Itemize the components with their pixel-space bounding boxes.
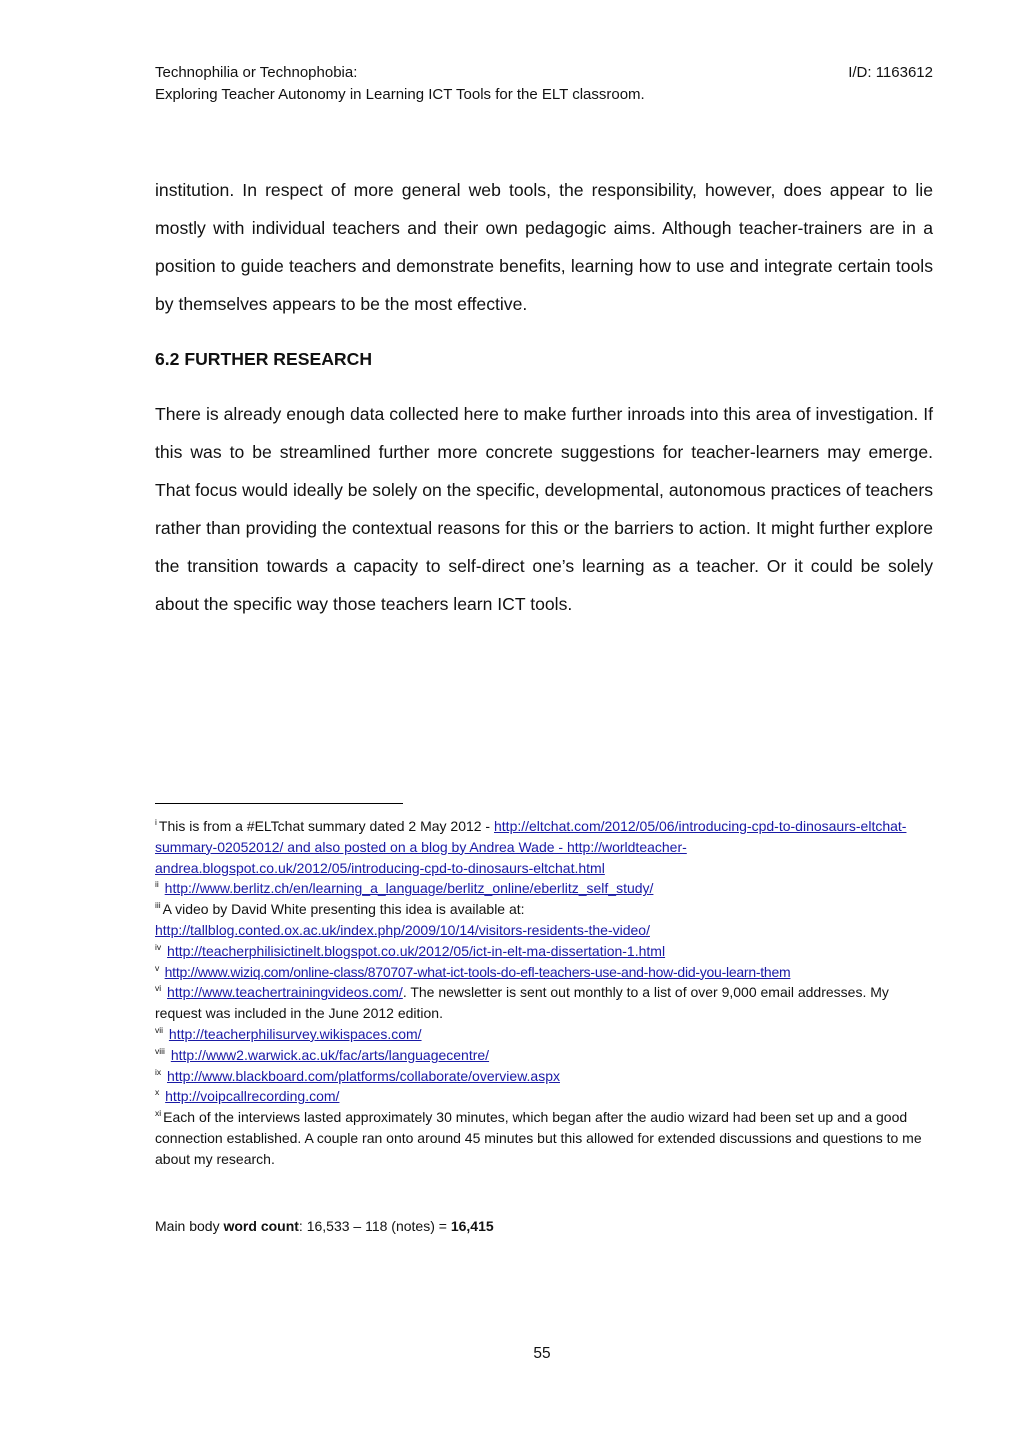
footnote-marker: x [155, 1087, 160, 1098]
footnotes [155, 816, 945, 1170]
section-heading: 6.2 FURTHER RESEARCH [155, 349, 373, 369]
footnote-marker: vi [155, 983, 162, 994]
footnote-marker: iv [155, 941, 162, 952]
footnote-marker: iii [155, 900, 161, 911]
footnote-xi [155, 1107, 935, 1169]
footnote-link[interactable]: http://eltchat.com/2012/05/06/introducing-cpd-to-dinosaurs-eltchat-summary-02052012/ and also posted on a blog by Andrea Wade - http://worldteacher-andrea.blogspot.co.uk/2012/05/introducing-cpd-to-dinosaurs-eltchat.html [155, 818, 907, 876]
footnote-text: A video by David White presenting this idea is available at: [162, 901, 525, 918]
footnote-link[interactable]: http://www.teachertrainingvideos.com/ [167, 984, 403, 1001]
body-paragraph-2: There is already enough data collected here to make further inroads into this area of investigation. If this was to be streamlined further more concrete suggestions for teacher-learners may emerge. That focus would ideally be solely on the specific, developmental, autonomous practices of teachers rather than providing the contextual reasons for this or the barriers to action. It might further explore the transition towards a capacity to self-direct one’s learning as a teacher. Or it could be solely about the specific way those teachers learn ICT tools. [155, 404, 933, 614]
body-paragraph-1: institution. In respect of more general web tools, the responsibility, however, does appear to lie mostly with individual teachers and their own pedagogic aims. Although teacher-trainers are in a position to guide teachers and demonstrate benefits, learning how to use and integrate certain tools by themselves appears to be the most effective. [155, 180, 933, 314]
header-title-line1: Technophilia or Technophobia: [155, 64, 358, 81]
footnote-link[interactable]: http://tallblog.conted.ox.ac.uk/index.php/2009/10/14/visitors-residents-the-video/ [155, 921, 650, 938]
footnote-i [155, 816, 935, 878]
word-count-total: 16,415 [450, 1218, 494, 1234]
footnote-marker: vii [155, 1024, 164, 1035]
footnote-marker: ix [155, 1066, 162, 1077]
header-title-line2: Exploring Teacher Autonomy in Learning ICT Tools for the ELT classroom. [155, 86, 645, 103]
footnote-text: Each of the interviews lasted approximately 30 minutes, which began after the audio wizard had been set up and a good connection established. A couple ran onto around 45 minutes but this allowed for extended discussions and questions to me about my research. [155, 1109, 922, 1167]
footnote-text: This is from a #ELTchat summary dated 2 May 2012 - [158, 818, 494, 834]
header-id: I/D: 1163612 [848, 64, 933, 81]
footnote-marker: v [155, 962, 159, 973]
footnote-vii [155, 1024, 945, 1045]
footnote-x [155, 1086, 945, 1107]
footnote-ix [155, 1066, 945, 1087]
word-count-calculation: : 16,533 – 118 (notes) = [298, 1218, 451, 1234]
page-number: 55 [533, 1345, 551, 1362]
footnote-link[interactable]: http://teacherphilisictinelt.blogspot.co.uk/2012/05/ict-in-elt-ma-dissertation-1.html [167, 942, 666, 959]
footnote-separator [155, 803, 403, 804]
footnote-marker: viii [155, 1045, 165, 1056]
footnote-v [155, 962, 945, 983]
footnote-link[interactable]: http://www.wiziq.com/online-class/870707-what-ict-tools-do-efl-teachers-use-and-how-did-you-learn-them [164, 963, 791, 980]
footnote-marker: ii [155, 879, 159, 890]
word-count-line [155, 1216, 494, 1236]
footnote-viii [155, 1045, 945, 1066]
footnote-marker: xi [155, 1108, 162, 1119]
footnote-link[interactable]: http://www.berlitz.ch/en/learning_a_language/berlitz_online/eberlitz_self_study/ [164, 880, 654, 897]
footnote-vi [155, 982, 915, 1024]
footnote-link[interactable]: http://teacherphilisurvey.wikispaces.com/ [168, 1025, 422, 1042]
footnote-marker: i [155, 817, 157, 827]
footnote-ii [155, 878, 945, 899]
running-header [155, 62, 933, 106]
word-count-prefix: Main body [155, 1218, 224, 1234]
footnote-text: . The newsletter is sent out monthly to a list of over 9,000 email addresses. My request was included in the June 2012 edition. [155, 984, 889, 1022]
footnote-link[interactable]: http://www.blackboard.com/platforms/collaborate/overview.aspx [167, 1067, 560, 1084]
footnote-link[interactable]: http://www2.warwick.ac.uk/fac/arts/languagecentre/ [170, 1046, 490, 1063]
footnote-iii [155, 899, 945, 941]
word-count-label: word count [223, 1218, 299, 1234]
footnote-iv [155, 941, 945, 962]
footnote-link[interactable]: http://voipcallrecording.com/ [165, 1088, 340, 1105]
